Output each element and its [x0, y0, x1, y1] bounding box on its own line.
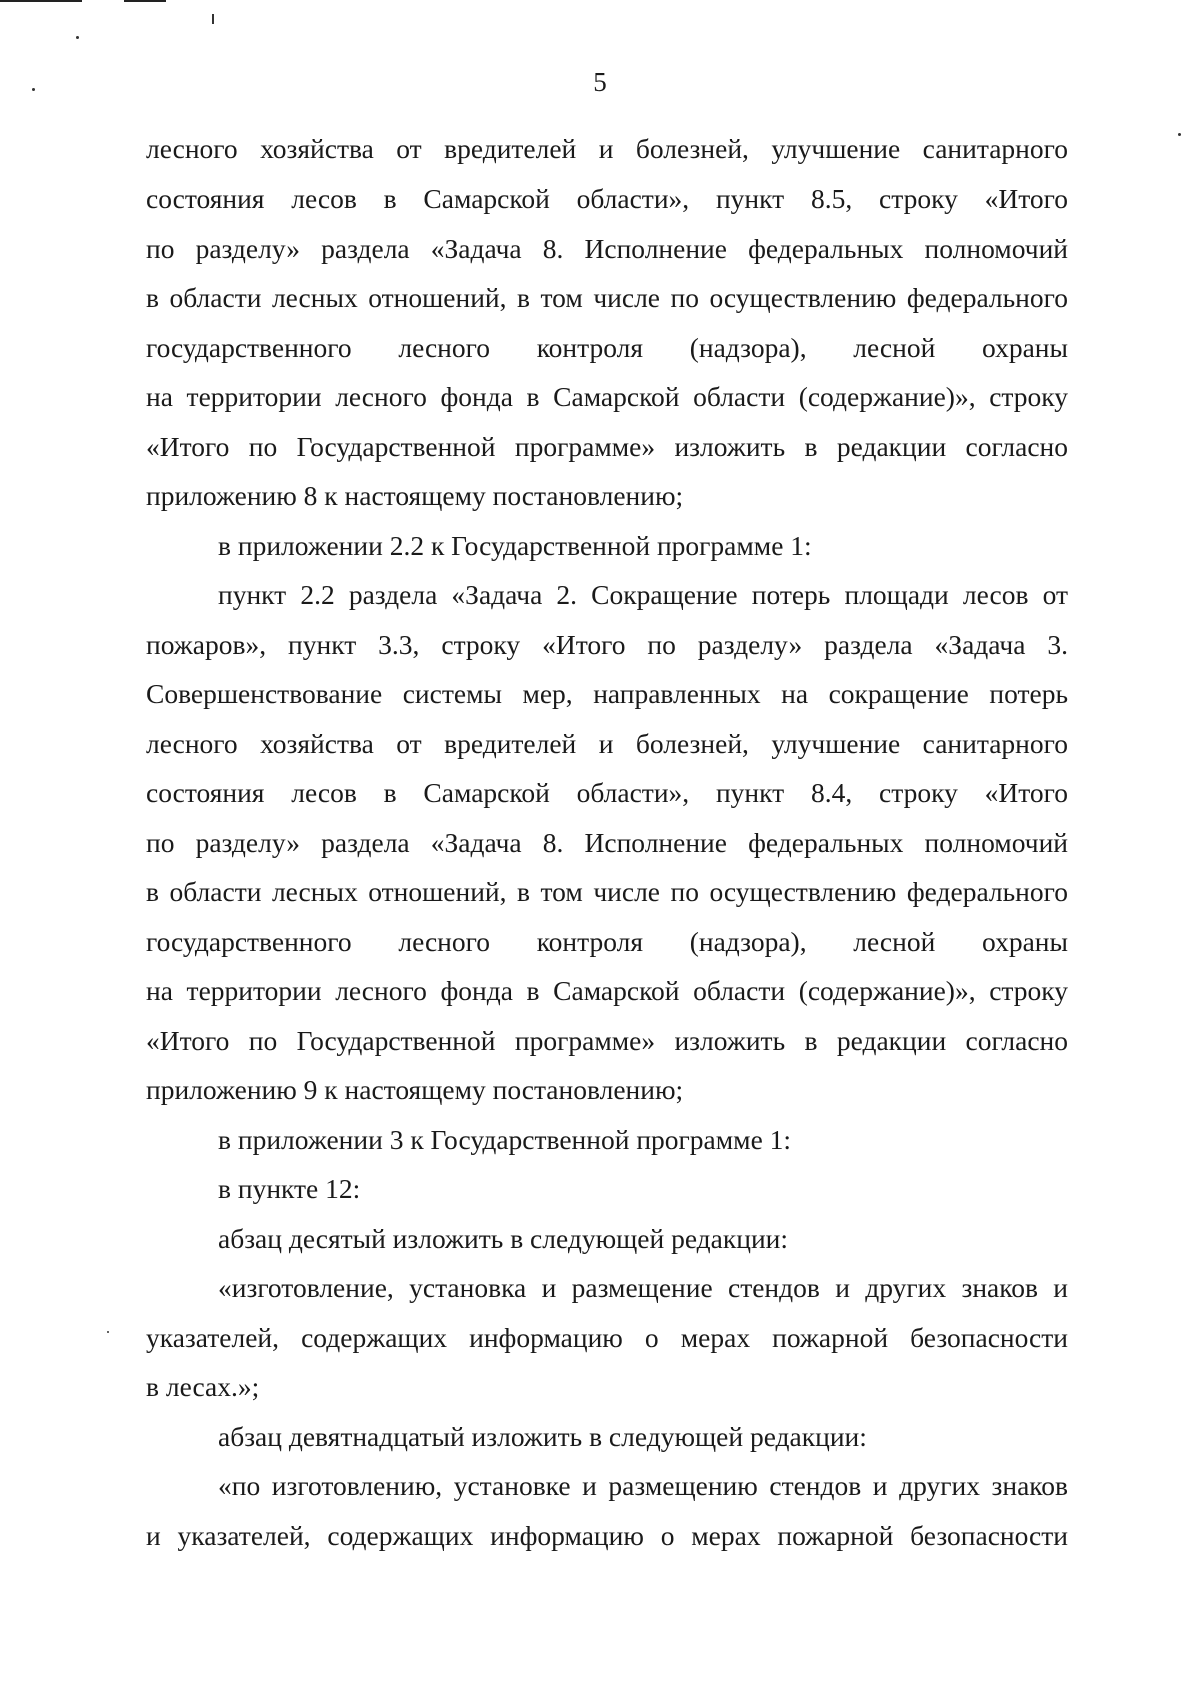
scan-speck: [212, 14, 214, 24]
body-line: лесного хозяйства от вредителей и болезней, улучшение санитарного: [146, 133, 1068, 164]
body-line: приложению 8 к настоящему постановлению;: [146, 480, 684, 511]
body-line: по разделу» раздела «Задача 8. Исполнение федеральных полномочий: [146, 827, 1068, 858]
body-line: пожаров», пункт 3.3, строку «Итого по разделу» раздела «Задача 3.: [146, 629, 1068, 660]
body-line: государственного лесного контроля (надзора), лесной охраны: [146, 926, 1068, 957]
body-line: абзац десятый изложить в следующей редакции:: [218, 1223, 789, 1254]
body-line: «по изготовлению, установке и размещению стендов и других знаков: [218, 1470, 1068, 1501]
body-line: абзац девятнадцатый изложить в следующей редакции:: [218, 1421, 867, 1452]
body-line: на территории лесного фонда в Самарской области (содержание)», строку: [146, 381, 1068, 412]
body-line: и указателей, содержащих информацию о мерах пожарной безопасности: [146, 1520, 1068, 1551]
body-line: на территории лесного фонда в Самарской области (содержание)», строку: [146, 975, 1068, 1006]
scan-speck: [76, 36, 79, 39]
body-line: «Итого по Государственной программе» изложить в редакции согласно: [146, 1025, 1068, 1056]
scan-speck: [107, 1331, 109, 1333]
body-line: государственного лесного контроля (надзора), лесной охраны: [146, 332, 1068, 363]
body-line: в приложении 2.2 к Государственной программе 1:: [218, 530, 812, 561]
body-line: «изготовление, установка и размещение стендов и других знаков и: [218, 1272, 1068, 1303]
body-line: лесного хозяйства от вредителей и болезней, улучшение санитарного: [146, 728, 1068, 759]
page-number: 5: [593, 67, 607, 97]
body-line: по разделу» раздела «Задача 8. Исполнение федеральных полномочий: [146, 233, 1068, 264]
body-line: в пункте 12:: [218, 1173, 361, 1204]
body-line: приложению 9 к настоящему постановлению;: [146, 1074, 684, 1105]
body-line: в приложении 3 к Государственной программе 1:: [218, 1124, 792, 1155]
body-line: состояния лесов в Самарской области», пункт 8.4, строку «Итого: [146, 777, 1068, 808]
body-line: указателей, содержащих информацию о мерах пожарной безопасности: [146, 1322, 1068, 1353]
scan-edge-mark: [124, 0, 166, 2]
body-line: состояния лесов в Самарской области», пункт 8.5, строку «Итого: [146, 183, 1068, 214]
body-line: в лесах.»;: [146, 1371, 260, 1402]
body-line: Совершенствование системы мер, направленных на сокращение потерь: [146, 678, 1068, 709]
scan-speck: [1178, 133, 1181, 136]
body-line: в области лесных отношений, в том числе по осуществлению федерального: [146, 282, 1068, 313]
scan-edge-mark: [0, 0, 82, 2]
body-line: «Итого по Государственной программе» изложить в редакции согласно: [146, 431, 1068, 462]
body-line: пункт 2.2 раздела «Задача 2. Сокращение потерь площади лесов от: [218, 579, 1068, 610]
body-line: в области лесных отношений, в том числе по осуществлению федерального: [146, 876, 1068, 907]
